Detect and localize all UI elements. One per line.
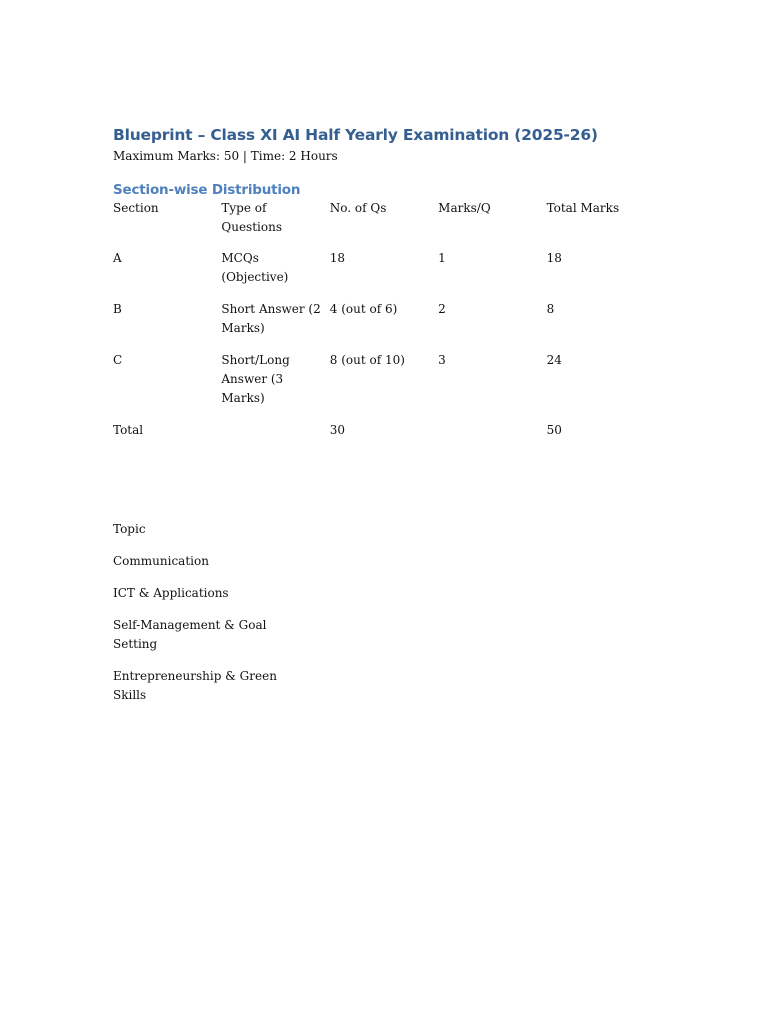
header-section: Section <box>113 201 159 215</box>
table-cell: Total <box>113 423 144 437</box>
table-cell: A <box>113 251 122 265</box>
header-total-marks: Total Marks <box>546 201 620 215</box>
list-item: Self-Management & Goal Setting <box>113 618 267 651</box>
table-cell <box>221 421 329 453</box>
header-type: Type of Questions <box>221 201 282 234</box>
table-header-row <box>113 199 655 249</box>
table-cell: MCQs (Objective) <box>221 251 289 284</box>
table-cell: 8 <box>546 302 555 316</box>
header-marks-per-q: Marks/Q <box>438 201 491 215</box>
table-cell: Short/Long Answer (3 Marks) <box>221 353 290 405</box>
table-row <box>113 351 655 421</box>
table-row <box>113 249 655 300</box>
section-heading: Section-wise Distribution <box>113 182 301 198</box>
table-cell: 30 <box>329 423 346 437</box>
list-item: Entrepreneurship & Green Skills <box>113 669 277 702</box>
table-cell: B <box>113 302 122 316</box>
table-row <box>113 300 655 351</box>
header-num-qs: No. of Qs <box>329 201 387 215</box>
table-cell: Short Answer (2 Marks) <box>221 302 321 335</box>
table-total-row <box>113 421 655 453</box>
table-cell: 1 <box>438 251 446 265</box>
table-cell: 4 (out of 6) <box>329 302 398 316</box>
document-title: Blueprint – Class XI AI Half Yearly Examination (2025-26) <box>113 126 598 144</box>
table-cell: 18 <box>546 251 562 265</box>
list-item: Communication <box>113 554 209 568</box>
document-page <box>113 125 673 718</box>
topic-list <box>113 520 283 705</box>
table-cell: 50 <box>546 423 562 437</box>
table-cell: 3 <box>438 353 446 367</box>
table-cell: 18 <box>329 251 346 265</box>
table-cell: C <box>113 353 123 367</box>
document-subtitle: Maximum Marks: 50 | Time: 2 Hours <box>113 149 338 163</box>
table-cell: 8 (out of 10) <box>329 353 405 367</box>
table-cell <box>438 421 546 453</box>
distribution-table <box>113 199 655 453</box>
topic-header: Topic <box>113 522 146 536</box>
table-cell: 24 <box>546 353 562 367</box>
list-item: ICT & Applications <box>113 586 229 600</box>
table-cell: 2 <box>438 302 446 316</box>
